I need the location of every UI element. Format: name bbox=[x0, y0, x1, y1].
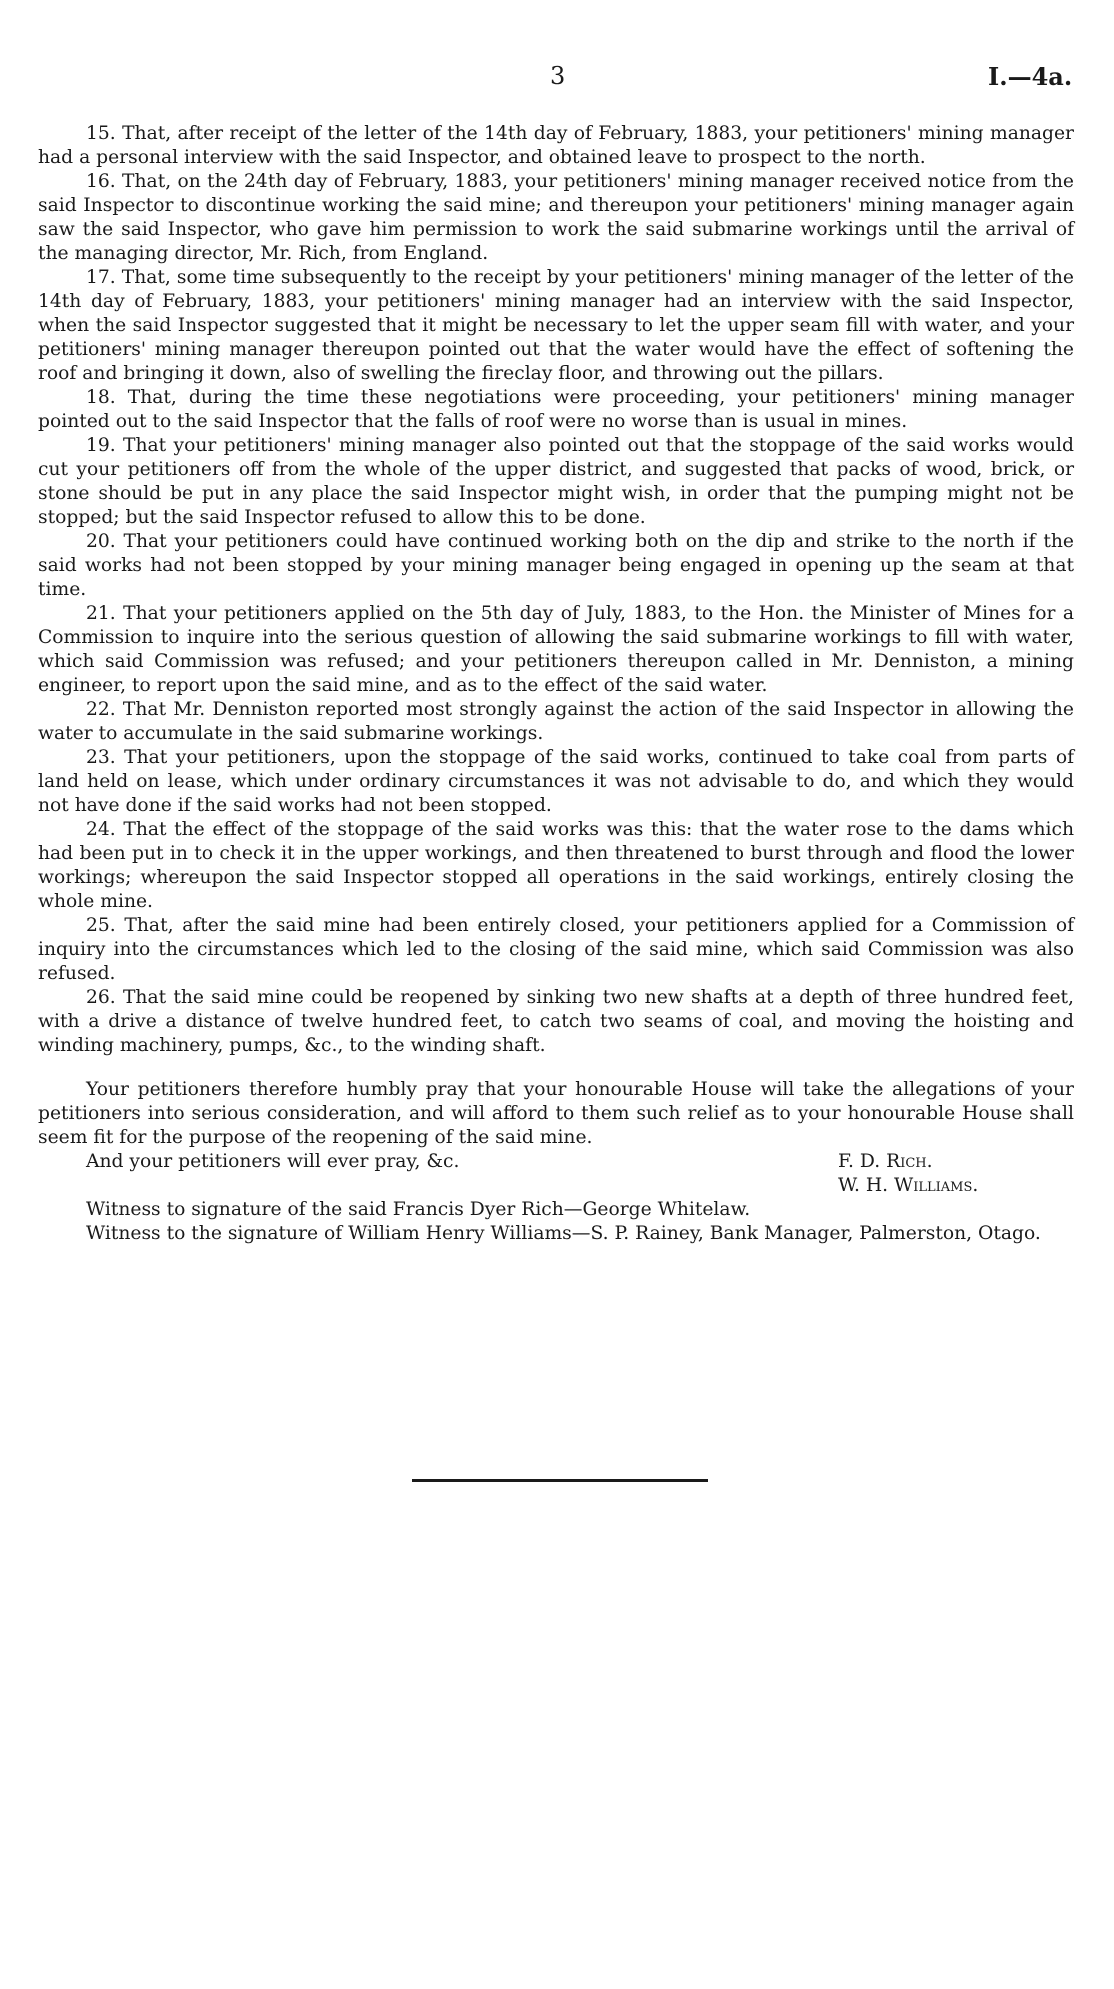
paragraph-15: 15. That, after receipt of the letter of the 14th day of February, 1883, your petitioners' mining manager had a personal interview with the said Inspector, and obtained leave to prospect to the north. bbox=[38, 123, 1074, 168]
horizontal-rule bbox=[412, 1479, 708, 1482]
paragraph-24: 24. That the effect of the stoppage of the said works was this: that the water rose to the dams which had been put in to check it in the upper workings, and then threatened to burst through and flood the lower workings; whereupon the said Inspector stopped all operations in the said workings, entirely closing the whole mine. bbox=[38, 819, 1074, 912]
signature-williams: W. H. Williams. bbox=[838, 1175, 979, 1196]
page-number: 3 bbox=[550, 62, 566, 90]
prayer-paragraph: Your petitioners therefore humbly pray that your honourable House will take the allegations of your petitioners into serious consideration, and will afford to them such relief as to your honourable House shall seem fit for the purpose of the reopening of the said mine. bbox=[38, 1079, 1074, 1148]
petition-body bbox=[38, 122, 1074, 1246]
paragraph-22: 22. That Mr. Denniston reported most strongly against the action of the said Inspector in allowing the water to accumulate in the said submarine workings. bbox=[38, 699, 1074, 744]
paragraph-19: 19. That your petitioners' mining manager also pointed out that the stoppage of the said works would cut your petitioners off from the whole of the upper district, and suggested that packs of wood, brick, or stone should be put in any place the said Inspector might wish, in order that the pumping might not be stopped; but the said Inspector refused to allow this to be done. bbox=[38, 435, 1074, 528]
paragraph-23: 23. That your petitioners, upon the stoppage of the said works, continued to take coal from parts of land held on lease, which under ordinary circumstances it was not advisable to do, and which they would not have done if the said works had not been stopped. bbox=[38, 747, 1074, 816]
signature-rich: F. D. Rich. bbox=[838, 1151, 933, 1172]
witness-line-rich: Witness to signature of the said Francis Dyer Rich—George Whitelaw. bbox=[86, 1199, 751, 1220]
paragraph-21: 21. That your petitioners applied on the 5th day of July, 1883, to the Hon. the Minister of Mines for a Commission to inquire into the serious question of allowing the said submarine workings to fill with water, which said Commission was refused; and your petitioners thereupon called in Mr. Denniston, a mining engineer, to report upon the said mine, and as to the effect of the said water. bbox=[38, 603, 1074, 696]
second-signature-line bbox=[38, 1174, 1074, 1198]
paragraph-18: 18. That, during the time these negotiations were proceeding, your petitioners' mining manager pointed out to the said Inspector that the falls of roof were no worse than is usual in mines. bbox=[38, 387, 1074, 432]
closing-line bbox=[38, 1150, 1074, 1174]
paragraph-17: 17. That, some time subsequently to the receipt by your petitioners' mining manager of the letter of the 14th day of February, 1883, your petitioners' mining manager had an interview with the said Inspector, when the said Inspector suggested that it might be necessary to let the upper seam fill with water, and your petitioners' mining manager thereupon pointed out that the water would have the effect of softening the roof and bringing it down, also of swelling the fireclay floor, and throwing out the pillars. bbox=[38, 267, 1074, 384]
closing-text: And your petitioners will ever pray, &c. bbox=[86, 1151, 460, 1172]
paragraph-20: 20. That your petitioners could have continued working both on the dip and strike to the north if the said works had not been stopped by your mining manager being engaged in opening up the seam at that time. bbox=[38, 531, 1074, 600]
paragraph-26: 26. That the said mine could be reopened by sinking two new shafts at a depth of three hundred feet, with a drive a distance of twelve hundred feet, to catch two seams of coal, and moving the hoisting and winding machinery, pumps, &c., to the winding shaft. bbox=[38, 987, 1074, 1056]
page-header bbox=[0, 62, 1114, 102]
document-reference: I.—4a. bbox=[988, 62, 1073, 91]
paragraph-16: 16. That, on the 24th day of February, 1883, your petitioners' mining manager received notice from the said Inspector to discontinue working the said mine; and thereupon your petitioners' mining manager again saw the said Inspector, who gave him permission to work the said submarine workings until the arrival of the managing director, Mr. Rich, from England. bbox=[38, 171, 1074, 264]
witness-line-williams: Witness to the signature of William Henry Williams—S. P. Rainey, Bank Manager, Palmerston, Otago. bbox=[86, 1223, 1041, 1244]
paragraph-25: 25. That, after the said mine had been entirely closed, your petitioners applied for a Commission of inquiry into the circumstances which led to the closing of the said mine, which said Commission was also refused. bbox=[38, 915, 1074, 984]
